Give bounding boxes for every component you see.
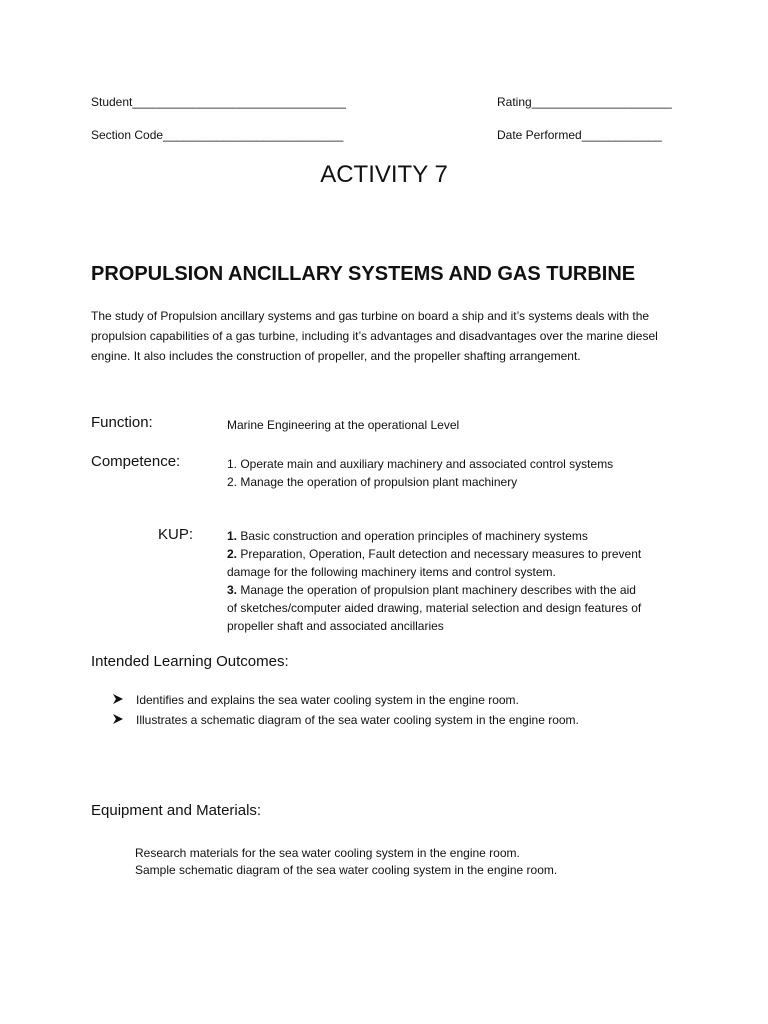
- equipment-heading: Equipment and Materials:: [91, 802, 262, 819]
- kup-list: [227, 527, 641, 635]
- equipment-list: [135, 845, 557, 879]
- competence-list: [227, 455, 613, 491]
- list-item: Sample schematic diagram of the sea water cooling system in the engine room.: [135, 863, 558, 877]
- student-field: Student________________________________: [91, 95, 346, 109]
- kup-line: [227, 617, 641, 635]
- list-item: [112, 710, 579, 730]
- competence-label: Competence:: [91, 453, 181, 470]
- kup-number: 2.: [227, 547, 238, 561]
- list-item: [112, 690, 579, 710]
- kup-text: propeller shaft and associated ancillaries: [227, 619, 444, 633]
- kup-line: [227, 581, 641, 599]
- section-code-field: Section Code___________________________: [91, 128, 344, 142]
- kup-line: [227, 599, 641, 617]
- function-value: Marine Engineering at the operational Level: [227, 418, 460, 432]
- kup-text: damage for the following machinery items and control system.: [227, 565, 556, 579]
- competence-item: 1. Operate main and auxiliary machinery and associated control systems: [227, 457, 614, 471]
- outcome-text: Identifies and explains the sea water cooling system in the engine room.: [136, 693, 519, 707]
- kup-number: 3.: [227, 583, 238, 597]
- list-item: Research materials for the sea water cooling system in the engine room.: [135, 846, 520, 860]
- arrow-bullet-icon: [112, 693, 124, 705]
- rating-field: Rating_____________________: [497, 95, 672, 109]
- kup-text: Preparation, Operation, Fault detection and necessary measures to prevent: [237, 547, 642, 561]
- kup-text: of sketches/computer aided drawing, material selection and design features of: [227, 601, 642, 615]
- activity-title: ACTIVITY 7: [320, 161, 448, 188]
- kup-number: 1.: [227, 529, 238, 543]
- kup-text: Basic construction and operation principles of machinery systems: [237, 529, 588, 543]
- intro-paragraph: The study of Propulsion ancillary systems and gas turbine on board a ship and it’s systems deals with the propulsion capabilities of a gas turbine, including it’s advantages and disadvantages over the marine diesel engine. It also includes the construction of propeller, and the propeller shafting arrangement.: [91, 309, 658, 363]
- function-label: Function:: [91, 414, 153, 431]
- date-performed-field: Date Performed____________: [497, 128, 662, 142]
- outcome-text: Illustrates a schematic diagram of the sea water cooling system in the engine room.: [136, 713, 579, 727]
- kup-label: KUP:: [158, 526, 194, 543]
- competence-item: 2. Manage the operation of propulsion plant machinery: [227, 475, 518, 489]
- learning-outcomes-heading: Intended Learning Outcomes:: [91, 653, 289, 670]
- learning-outcomes-list: [112, 690, 579, 730]
- arrow-bullet-icon: [112, 713, 124, 725]
- kup-line: [227, 545, 641, 563]
- kup-line: [227, 527, 641, 545]
- kup-text: Manage the operation of propulsion plant machinery describes with the aid: [237, 583, 636, 597]
- main-heading: PROPULSION ANCILLARY SYSTEMS AND GAS TURBINE: [91, 263, 636, 285]
- kup-line: [227, 563, 641, 581]
